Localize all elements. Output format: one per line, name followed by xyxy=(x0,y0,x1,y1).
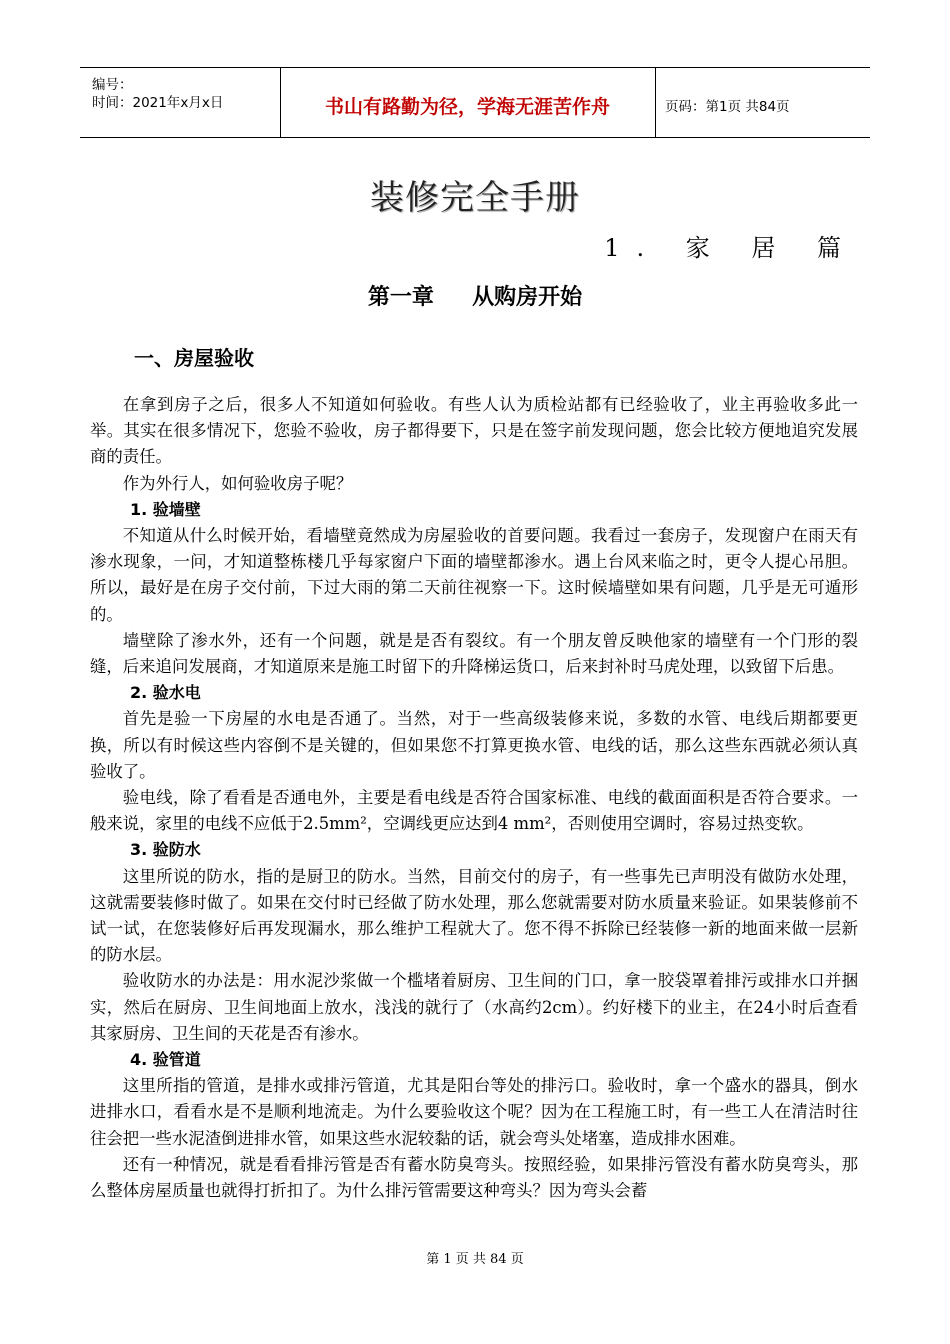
header-page-cell xyxy=(655,68,870,137)
header-motto: 书山有路勤为径，学海无涯苦作舟 xyxy=(324,96,610,118)
paragraph: 这里所指的管道，是排水或排污管道，尤其是阳台等处的排污口。验收时，拿一个盛水的器具，倒水进排水口，看看水是不是顺利地流走。为什么要验收这个呢？因为在工程施工时，有一些工人在清洁时往往会把一些水泥渣倒进排水管，如果这些水泥较黏的话，就会弯头处堵塞，造成排水困难。 xyxy=(90,1076,858,1148)
paragraph: 验收防水的办法是：用水泥沙浆做一个槛堵着厨房、卫生间的门口，拿一胶袋罩着排污或排水口并捆实，然后在厨房、卫生间地面上放水，浅浅的就行了（水高约2cm）。约好楼下的业主，在24小时后查看其家厨房、卫生间的天花是否有渗水。 xyxy=(90,971,858,1043)
paragraph: 墙壁除了渗水外，还有一个问题，就是是否有裂纹。有一个朋友曾反映他家的墙壁有一个门形的裂缝，后来追问发展商，才知道原来是施工时留下的升降梯运货口，后来封补时马虎处理，以致留下后患。 xyxy=(90,630,858,677)
chapter-heading: 第一章 从购房开始 xyxy=(367,285,583,310)
date-label: 时间：2021年x月x日 xyxy=(92,95,224,111)
header-motto-cell xyxy=(280,68,656,137)
paragraph: 还有一种情况，就是看看排污管是否有蓄水防臭弯头。按照经验，如果排污管没有蓄水防臭弯头，那么整体房屋质量也就得打折扣了。为什么排污管需要这种弯头？因为弯头会蓄 xyxy=(90,1154,858,1201)
subheading: 2. 验水电 xyxy=(130,683,201,703)
page-header xyxy=(80,67,870,138)
subheading: 4. 验管道 xyxy=(130,1050,201,1070)
paragraph: 作为外行人，如何验收房子呢？ xyxy=(122,473,353,493)
document-body xyxy=(90,392,858,1204)
paragraph: 这里所说的防水，指的是厨卫的防水。当然，目前交付的房子，有一些事先已声明没有做防水处理，这就需要装修时做了。如果在交付时已经做了防水处理，那么您就需要对防水质量来验证。如果装修前不试一试，在您装修好后再发现漏水，那么维护工程就大了。您不得不拆除已经装修一新的地面来做一层新的防水层。 xyxy=(90,866,858,965)
paragraph: 验电线，除了看看是否通电外，主要是看电线是否符合国家标准、电线的截面面积是否符合要求。一般来说，家里的电线不应低于2.5mm²，空调线更应达到4 mm²，否则使用空调时，容易过热变软。 xyxy=(90,788,858,834)
number-label: 编号： xyxy=(92,77,133,93)
header-info-cell xyxy=(80,68,281,137)
paragraph: 不知道从什么时候开始，看墙壁竟然成为房屋验收的首要问题。我看过一套房子，发现窗户在雨天有渗水现象，一问，才知道整栋楼几乎每家窗户下面的墙壁都渗水。遇上台风来临之时，更令人提心吊胆。所以，最好是在房子交付前，下过大雨的第二天前往视察一下。这时候墙壁如果有问题，几乎是无可遁形的。 xyxy=(90,526,858,624)
subheading: 1. 验墙壁 xyxy=(130,499,201,519)
paragraph: 在拿到房子之后，很多人不知道如何验收。有些人认为质检站都有已经验收了，业主再验收多此一举。其实在很多情况下，您验不验收，房子都得要下，只是在签字前发现问题，您会比较方便地追究发展商的责任。 xyxy=(90,395,858,467)
page-footer: 第 1 页 共 84 页 xyxy=(426,1252,524,1267)
document-title: 装修完全手册 xyxy=(370,178,580,218)
section-heading: 一、房屋验收 xyxy=(134,346,254,370)
document-subtitle: 1. 家 居 篇 xyxy=(604,234,858,262)
header-page-info: 页码：第1页 共84页 xyxy=(665,99,790,115)
paragraph: 首先是验一下房屋的水电是否通了。当然，对于一些高级装修来说，多数的水管、电线后期都要更换，所以有时候这些内容倒不是关键的，但如果您不打算更换水管、电线的话，那么这些东西就必须认真验收了。 xyxy=(90,709,858,781)
subheading: 3. 验防水 xyxy=(130,840,201,860)
